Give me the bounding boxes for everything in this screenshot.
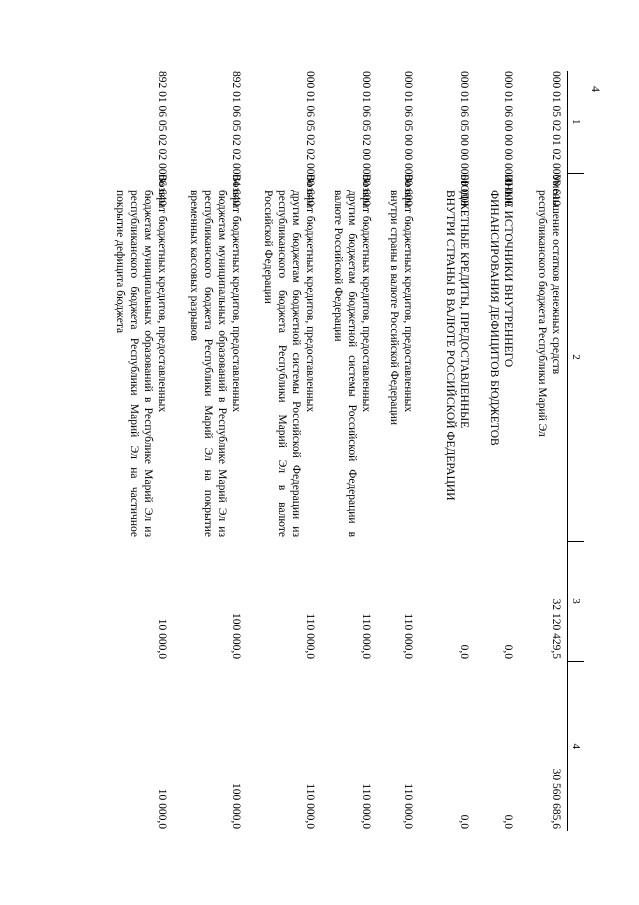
value-col4: 30 560 685,6 — [550, 768, 562, 829]
item-name — [419, 173, 475, 541]
table-row — [99, 71, 173, 831]
value-col3: 0,0 — [502, 644, 514, 659]
value-col4: 0,0 — [458, 814, 470, 829]
classification-code: 000 01 06 00 00 00 0000 000 — [502, 71, 514, 207]
item-name-first-line: БЮДЖЕТНЫЕ КРЕДИТЫ, ПРЕДОСТАВЛЕННЫЕ — [458, 174, 470, 429]
item-name-continuation: бюджетам муниципальных образований в Республике Марий Эл из республиканского бюджета Республики Марий Эл на частичное покрытие дефицита бюджета — [114, 190, 154, 537]
page-number: 4 — [589, 86, 603, 92]
column-header-1: 1 — [568, 71, 585, 173]
item-name-continuation: ВНУТРИ СТРАНЫ В ВАЛЮТЕ РОССИЙСКОЙ ФЕДЕРАЦИИ — [444, 190, 456, 501]
item-name-continuation: другим бюджетам бюджетной системы Российской Федерации в валюте Российской Федерации — [332, 190, 358, 537]
classification-code: 000 01 06 05 02 02 0000 640 — [304, 71, 316, 207]
value-col3: 0,0 — [458, 644, 470, 659]
item-name-continuation: республиканского бюджета Республики Марий Эл — [536, 190, 548, 437]
item-name — [519, 173, 568, 541]
item-name — [173, 173, 247, 541]
classification-code: 000 01 06 05 00 00 0000 000 — [458, 71, 470, 207]
item-name-first-line: Возврат бюджетных кредитов, предоставленных — [304, 174, 316, 413]
item-name-first-line: Возврат бюджетных кредитов, предоставленных — [402, 174, 414, 413]
budget-sources-table — [99, 71, 584, 831]
value-col3: 110 000,0 — [360, 613, 372, 659]
value-col4: 110 000,0 — [304, 783, 316, 829]
table-row — [519, 71, 568, 831]
item-name-continuation: другим бюджетам бюджетной системы Российской Федерации из республиканского бюджета Республики Марий Эл в валюте Российской Федерации — [262, 190, 302, 537]
value-col4: 0,0 — [502, 814, 514, 829]
classification-code: 000 01 06 05 02 00 0000 600 — [360, 71, 372, 207]
classification-code: 000 01 06 05 00 00 0000 600 — [402, 71, 414, 207]
table-row — [419, 71, 475, 831]
item-name-continuation: внутри страны в валюте Российской Федерации — [388, 190, 400, 425]
item-name — [247, 173, 321, 541]
classification-code: 000 01 05 02 01 02 0000 610 — [550, 71, 562, 207]
classification-code: 892 01 06 05 02 02 0006 640 — [156, 71, 168, 207]
table-row — [475, 71, 519, 831]
table-header-row — [568, 71, 585, 831]
classification-code: 892 01 06 05 02 02 0004 640 — [230, 71, 242, 207]
table-row — [377, 71, 419, 831]
table-row — [247, 71, 321, 831]
table-row — [321, 71, 377, 831]
item-name — [321, 173, 377, 541]
item-name-first-line: ИНЫЕ ИСТОЧНИКИ ВНУТРЕННЕГО — [502, 174, 514, 368]
value-col3: 110 000,0 — [402, 613, 414, 659]
value-col4: 100 000,0 — [230, 783, 242, 829]
item-name-continuation: бюджетам муниципальных образований в Республике Марий Эл из республиканского бюджета Республики Марий Эл на покрытие временных кассовых разрывов — [188, 190, 228, 537]
column-header-2: 2 — [568, 173, 585, 541]
table-row — [173, 71, 247, 831]
value-col3: 10 000,0 — [156, 618, 168, 659]
item-name-first-line: Возврат бюджетных кредитов, предоставленных — [360, 174, 372, 413]
value-col3: 110 000,0 — [304, 613, 316, 659]
item-name-first-line: Возврат бюджетных кредитов, предоставленных — [156, 174, 168, 413]
budget-table-wrapper — [64, 71, 584, 871]
value-col3: 32 120 429,5 — [550, 598, 562, 659]
item-name-first-line: Уменьшение остатков денежных средств — [550, 174, 562, 375]
value-col3: 100 000,0 — [230, 613, 242, 659]
value-col4: 10 000,0 — [156, 788, 168, 829]
item-name — [475, 173, 519, 541]
item-name — [377, 173, 419, 541]
item-name-first-line: Возврат бюджетных кредитов, предоставленных — [230, 174, 242, 413]
value-col4: 110 000,0 — [402, 783, 414, 829]
item-name — [99, 173, 173, 541]
column-header-3: 3 — [568, 541, 585, 661]
item-name-continuation: ФИНАНСИРОВАНИЯ ДЕФИЦИТОВ БЮДЖЕТОВ — [488, 190, 500, 446]
column-header-4: 4 — [568, 661, 585, 831]
value-col4: 110 000,0 — [360, 783, 372, 829]
